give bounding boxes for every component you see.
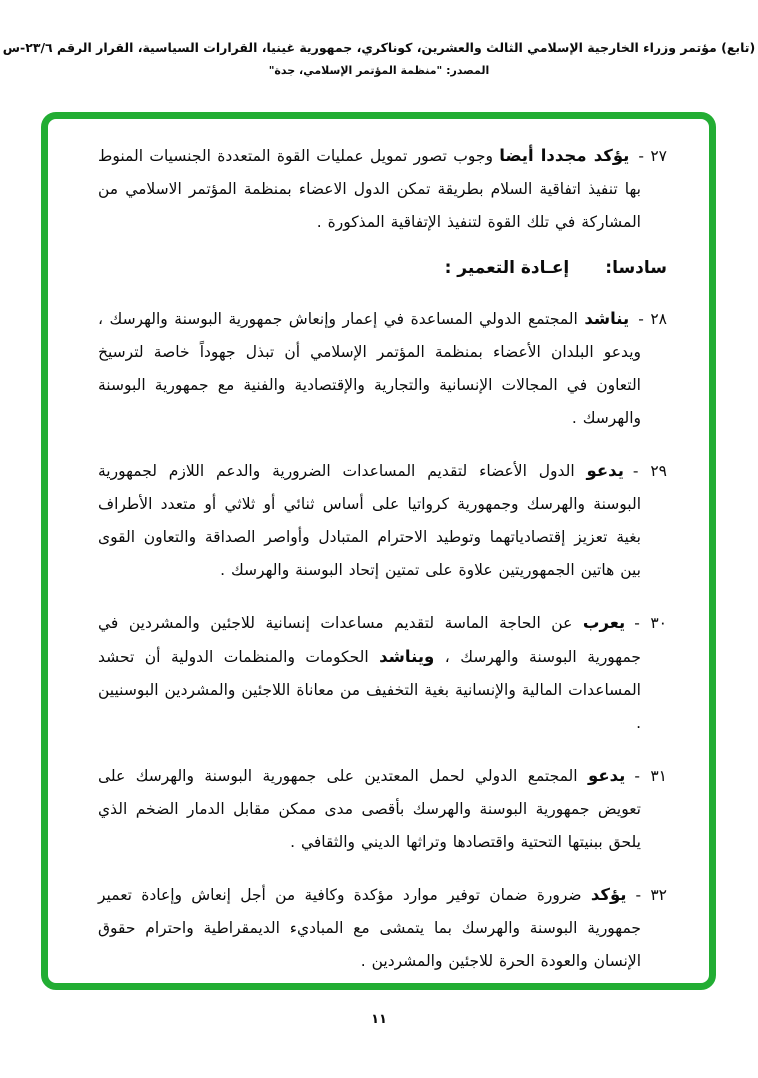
resolution-body-text: الدول الأعضاء لتقديم المساعدات الضرورية والدعم اللازم لجمهورية البوسنة والهرسك وجمهورية كرواتيا على أساس ثنائي أو ثلاثي أو متعدد الأطراف بغية تعزيز إقتصادياتهما وتوطيد الاحترام المتبادل وأواصر الصداقة والتعاون القوى بين هاتين الجمهوريتين علاوة على تمتين إتحاد البوسنة والهرسك . (98, 462, 641, 579)
page-number: ١١ (371, 1012, 387, 1027)
resolution-item (98, 878, 667, 978)
section-heading (98, 258, 667, 278)
resolution-body-text: المجتمع الدولي المساعدة في إعمار وإنعاش جمهورية البوسنة والهرسك ، ويدعو البلدان الأعضاء بمنظمة المؤتمر الإسلامي أن تبذل جهوداً خاصة لترسيخ التعاون في المجالات الإنسانية والتجارية والإقتصادية والفنية مع جمهورية البوسنة والهرسك . (98, 310, 641, 427)
resolution-item (98, 759, 667, 859)
resolution-number: ٢٨ - (638, 310, 667, 328)
resolution-number: ٣٠ - (634, 614, 667, 632)
resolution-number: ٢٩ - (632, 462, 667, 480)
resolution-number: ٣٢ - (635, 886, 667, 904)
resolution-lead-word: يؤكد مجددا أيضا (499, 146, 630, 165)
resolution-body-text: المجتمع الدولي لحمل المعتدين على جمهورية البوسنة والهرسك على تعويض جمهورية البوسنة والهرسك بأقصى مدى ممكن مقابل الدمار الضخم الذي يلحق ببنيتها التحتية واقتصادها وتراثها الديني والثقافي . (98, 767, 641, 851)
resolution-body-text: الحكومات والمنظمات الدولية أن تحشد المساعدات المالية والإنسانية بغية التخفيف من معاناة اللاجئين والمشردين البوسنيين . (98, 648, 641, 732)
resolution-lead-word: ويناشد (379, 647, 435, 666)
resolution-item (98, 139, 667, 239)
resolution-body-text: عن الحاجة الماسة لتقديم مساعدات إنسانية للاجئين والمشردين في جمهورية البوسنة والهرسك ، (98, 614, 641, 666)
resolution-lead-word: يؤكد (590, 885, 627, 904)
section-heading-title: إعـادة التعمير : (444, 258, 570, 278)
resolution-list (48, 119, 709, 983)
header-publisher-line: المصدر: "منظمة المؤتمر الإسلامي، جدة" (268, 64, 490, 77)
resolution-number: ٢٧ - (638, 147, 667, 165)
resolution-body-text: ضرورة ضمان توفير موارد مؤكدة وكافية من أجل إنعاش وإعادة تعمير جمهورية البوسنة والهرسك بما يتمشى مع المباديء الديمقراطية واحترام حقوق الإنسان والعودة الحرة للاجئين والمشردين . (98, 886, 641, 970)
resolution-lead-word: يعرب (582, 613, 626, 632)
resolution-item (98, 454, 667, 587)
resolution-lead-word: يناشد (584, 309, 630, 328)
resolution-item (98, 606, 667, 740)
section-heading-label: سادسا: (605, 258, 667, 278)
resolution-number: ٣١ - (634, 767, 667, 785)
resolution-lead-word: يدعو (587, 766, 626, 785)
page-header (0, 40, 758, 77)
header-source-line: (تابع) مؤتمر وزراء الخارجية الإسلامي الثالث والعشرين، كوناكري، جمهورية غينيا، القرارات السياسية، القرار الرقم ٢٣/٦-س (2, 40, 756, 55)
resolution-item (98, 302, 667, 435)
resolution-body-text: وجوب تصور تمويل عمليات القوة المتعددة الجنسيات المنوط بها تنفيذ اتفاقية السلام بطريقة تمكن الدول الاعضاء بمنظمة المؤتمر الاسلامي من المشاركة في تلك القوة لتنفيذ الإتفاقية المذكورة . (98, 147, 641, 231)
green-annotation-frame (41, 112, 716, 990)
resolution-lead-word: يدعو (586, 461, 624, 480)
